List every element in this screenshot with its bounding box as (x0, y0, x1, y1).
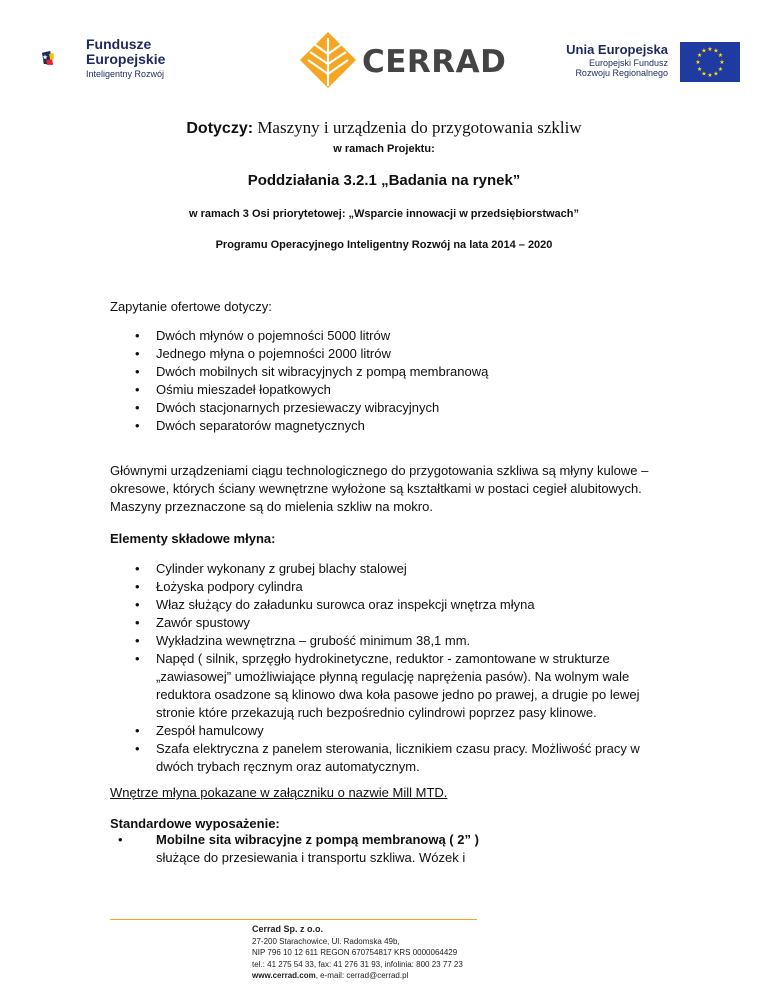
svg-text:★: ★ (696, 66, 703, 73)
fe-line1: Fundusze (86, 36, 152, 52)
standard-equipment-heading: Standardowe wyposażenie: (110, 816, 280, 831)
bullet: • (135, 346, 140, 361)
list-item: • Dwóch mobilnych sit wibracyjnych z pompą membranową (135, 364, 489, 379)
subject-line (0, 118, 768, 138)
subject-label: Dotyczy: (186, 120, 254, 137)
bullet: • (135, 597, 140, 612)
priority-axis-line: w ramach 3 Osi priorytetowej: „Wsparcie innowacji w przedsiębiorstwach” (189, 208, 579, 220)
project-line: w ramach Projektu: (333, 143, 435, 155)
fundusze-europejskie-logo (42, 32, 86, 84)
svg-text:★: ★ (696, 51, 703, 59)
ue-line2: Europejski Fundusz (588, 57, 668, 68)
bullet: • (135, 633, 140, 648)
list-item: • Jednego młyna o pojemności 2000 litrów (135, 346, 391, 361)
svg-text:★: ★ (717, 51, 724, 59)
ue-line1: Unia Europejska (566, 42, 668, 57)
list-item: • Zespół hamulcowy (135, 723, 264, 738)
svg-text:★: ★ (713, 70, 719, 78)
list-item: • Wykładzina wewnętrzna – grubość minimum 38,1 mm. (135, 633, 471, 648)
bullet: • (135, 651, 140, 666)
bullet: • (135, 579, 140, 594)
equipment-name: Mobilne sita wibracyjne z pompą membranową ( 2” ) (156, 832, 479, 847)
bullet: • (118, 832, 123, 847)
equipment-description: służące do przesiewania i transportu szkliwa. Wózek i (156, 850, 466, 865)
svg-text:★: ★ (701, 70, 707, 78)
bullet: • (135, 418, 140, 433)
description-paragraph: Głównymi urządzeniami ciągu technologicznego do przygotowania szkliwa są młyny kulowe –okresowe, których ściany wewnętrzne wyłożone są kształtkami w postaci cegieł alubitowych. Maszyny przeznaczone są do mielenia szkliw na mokro. (110, 463, 649, 514)
list-item: • Cylinder wykonany z grubej blachy stalowej (135, 561, 407, 576)
svg-text:★: ★ (707, 46, 713, 53)
fe-line3: Inteligentny Rozwój (86, 69, 165, 80)
list-item (110, 831, 670, 867)
bullet: • (135, 400, 140, 415)
list-item: • Zawór spustowy (135, 615, 250, 630)
ue-line3: Rozwoju Regionalnego (575, 68, 668, 79)
cerrad-leaf-icon (298, 30, 358, 90)
list-item: • Napęd ( silnik, sprzęgło hydrokinetyczne, reduktor - zamontowane w strukturze „zawiasowej” umożliwiające płynną regulację naprężenia pasów). Na wolnym wale reduktora osadzone są klinowo dwa koła pasowe jedno po prawej, a drugie po lewej stronie które przekazują ruch bezpośrednio cylindrowi poprzez pasy klinowe. (135, 651, 640, 720)
subject-text: Maszyny i urządzenia do przygotowania szkliw (253, 118, 582, 137)
bullet: • (135, 382, 140, 397)
svg-text:★: ★ (695, 59, 701, 66)
components-list (110, 560, 680, 776)
list-item: • Ośmiu mieszadeł łopatkowych (135, 382, 331, 397)
inquiry-list (110, 327, 670, 435)
subaction-title: Poddziałania 3.2.1 „Badania na rynek” (247, 172, 521, 189)
inquiry-intro: Zapytanie ofertowe dotyczy: (110, 299, 272, 314)
footer-ids: NIP 796 10 12 611 REGON 670754817 KRS 0000064429 (252, 948, 458, 957)
footer-address (252, 924, 463, 982)
list-item: • Szafa elektryczna z panelem sterowania, licznikiem czasu pracy. Możliwość pracy w dwóch trybach ręcznym oraz automatycznym. (135, 741, 640, 774)
unia-europejska-text (556, 42, 668, 79)
footer-street: 27-200 Starachowice, Ul. Radomska 49b, (252, 936, 400, 946)
list-item: • Dwóch stacjonarnych przesiewaczy wibracyjnych (135, 400, 440, 415)
components-heading: Elementy składowe młyna: (110, 531, 276, 546)
fundusze-europejskie-text (86, 37, 165, 80)
bullet: • (135, 615, 140, 630)
bullet: • (135, 723, 140, 738)
svg-text:★: ★ (707, 72, 713, 79)
svg-text:★: ★ (717, 66, 724, 73)
bullet: • (135, 328, 140, 343)
bullet: • (135, 561, 140, 576)
bullet: • (135, 741, 140, 756)
svg-text:★: ★ (713, 47, 719, 55)
standard-equipment-list (110, 831, 670, 867)
programme-line: Programu Operacyjnego Inteligentny Rozwój na lata 2014 – 2020 (215, 239, 553, 251)
svg-text:★: ★ (719, 59, 725, 66)
eu-flag-icon (680, 42, 740, 82)
footer-website-link[interactable]: www.cerrad.com (252, 971, 316, 980)
list-item: • Dwóch młynów o pojemności 5000 litrów (135, 328, 391, 343)
list-item: • Właz służący do załadunku surowca oraz inspekcji wnętrza młyna (135, 597, 535, 612)
footer-divider (110, 919, 477, 920)
cerrad-logo-text: CERRAD (362, 44, 507, 80)
list-item: • Łożyska podpory cylindra (135, 579, 303, 594)
svg-text:★: ★ (701, 47, 707, 55)
fe-line2: Europejskie (86, 50, 166, 67)
footer-company: Cerrad Sp. z o.o. (252, 924, 324, 934)
mill-attachment-note: Wnętrze młyna pokazane w załączniku o nazwie Mill MTD. (110, 785, 448, 800)
list-item: • Dwóch separatorów magnetycznych (135, 418, 365, 433)
bullet: • (135, 364, 140, 379)
footer-phones: tel.: 41 275 54 33, fax: 41 276 31 93, infolinia: 800 23 77 23 (252, 959, 463, 969)
footer-web (252, 970, 463, 982)
footer-email[interactable]: , e-mail: cerrad@cerrad.pl (315, 971, 409, 980)
